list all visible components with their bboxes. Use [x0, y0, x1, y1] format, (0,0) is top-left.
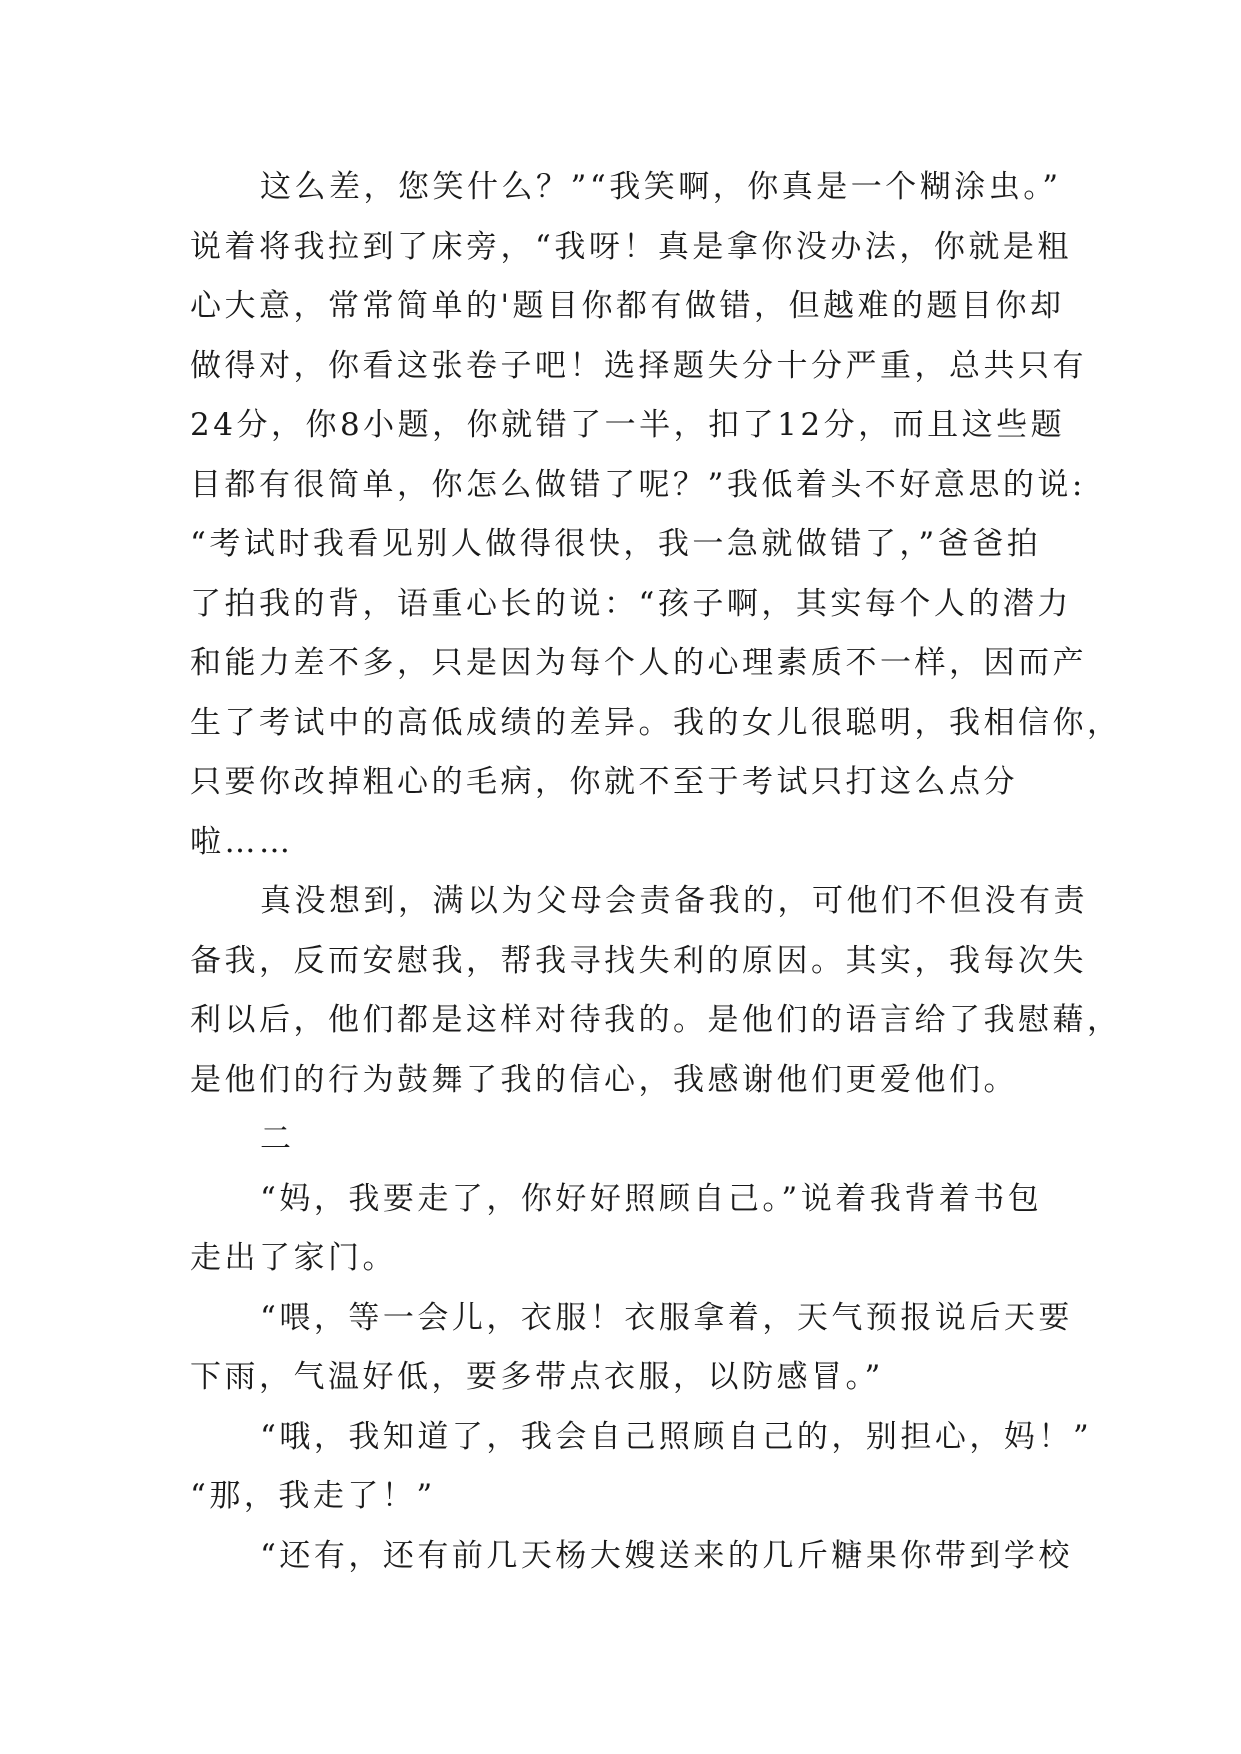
- text-line: “那，我走了！”: [190, 1478, 436, 1514]
- text-line: 只要你改掉粗心的毛病，你就不至于考试只打这么点分: [190, 764, 1018, 800]
- text-line: “考试时我看见别人做得很快，我一急就做错了，”爸爸拍: [190, 526, 1042, 562]
- section-heading: 二: [260, 1121, 295, 1157]
- text-line: “哦，我知道了，我会自己照顾自己的，别担心，妈！”: [260, 1418, 1093, 1455]
- text-line: 做得对，你看这张卷子吧！选择题失分十分严重，总共只有: [190, 347, 1087, 384]
- text-line: “喂，等一会儿，衣服！衣服拿着，天气预报说后天要: [260, 1299, 1073, 1336]
- text-line: 下雨，气温好低，要多带点衣服，以防感冒。”: [190, 1359, 884, 1395]
- text-line: 心大意，常常简单的'题目你都有做错，但越难的题目你却: [190, 288, 1065, 324]
- text-line: 是他们的行为鼓舞了我的信心，我感谢他们更爱他们。: [190, 1061, 1018, 1098]
- document-body: [190, 158, 1122, 1586]
- text-line: 和能力差不多，只是因为每个人的心理素质不一样，因而产: [190, 645, 1087, 681]
- text-line: 利以后，他们都是这样对待我的。是他们的语言给了我慰藉，: [190, 1002, 1122, 1038]
- text-line: 了拍我的背，语重心长的说：“孩子啊，其实每个人的潜力: [190, 585, 1072, 622]
- text-line: 24分，你8小题，你就错了一半，扣了12分，而且这些题: [190, 407, 1066, 443]
- text-line: 备我，反而安慰我，帮我寻找失利的原因。其实，我每次失: [190, 942, 1087, 979]
- text-line: “还有，还有前几天杨大嫂送来的几斤糖果你带到学校: [260, 1537, 1073, 1574]
- text-line: 生了考试中的高低成绩的差异。我的女儿很聪明，我相信你，: [190, 704, 1122, 741]
- text-line: “妈，我要走了，你好好照顾自己。”说着我背着书包: [260, 1180, 1043, 1217]
- text-line: 啦……: [190, 823, 294, 860]
- text-line: 说着将我拉到了床旁，“我呀！真是拿你没办法，你就是粗: [190, 228, 1072, 265]
- text-line: 这么差，您笑什么？”“我笑啊，你真是一个糊涂虫。”: [260, 169, 1062, 205]
- text-line: 真没想到，满以为父母会责备我的，可他们不但没有责: [260, 883, 1088, 919]
- text-line: 目都有很简单，你怎么做错了呢？”我低着头不好意思的说:: [190, 466, 1086, 503]
- text-line: 走出了家门。: [190, 1240, 397, 1276]
